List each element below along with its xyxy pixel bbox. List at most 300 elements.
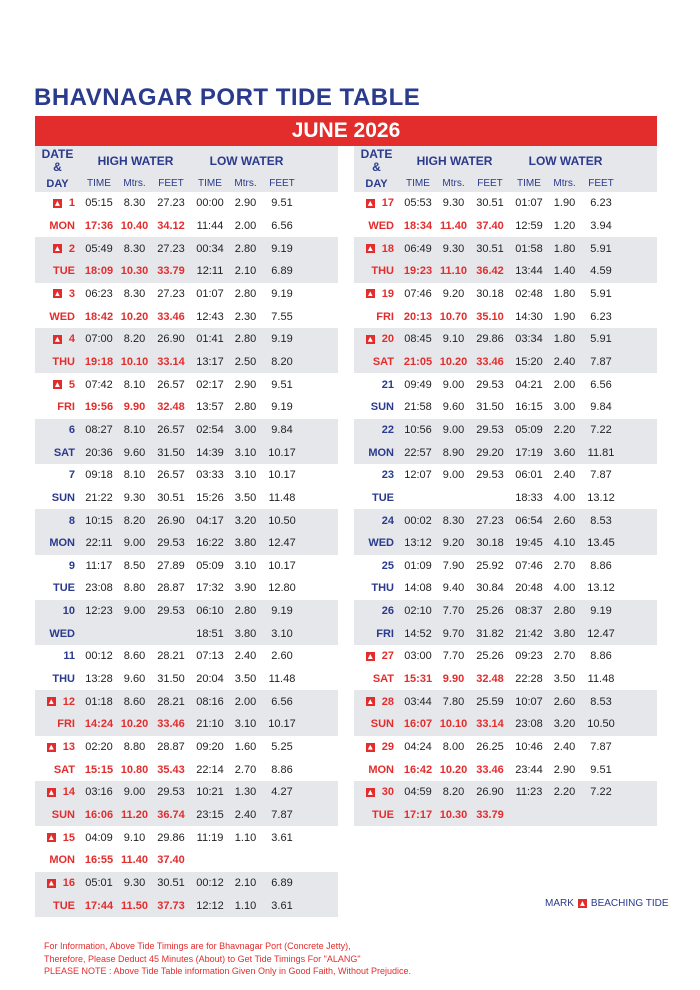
- lw2-value: 12:12: [196, 899, 224, 912]
- lw1-value: 2.60: [553, 514, 576, 527]
- table-row: [35, 215, 338, 238]
- hw1-value: 04:24: [404, 741, 432, 754]
- day-cell: TUE: [372, 491, 394, 504]
- hw2-value: 18:42: [84, 310, 114, 323]
- date-header-line: &: [372, 159, 381, 174]
- lw2-value: 2.40: [553, 355, 576, 368]
- lw2-value: 6.23: [590, 310, 612, 323]
- date-number: 3: [68, 287, 75, 300]
- beaching-mark-icon: [366, 335, 375, 344]
- hw1-value: 9.10: [442, 333, 465, 346]
- hw2-value: 9.20: [442, 537, 465, 550]
- page-title: BHAVNAGAR PORT TIDE TABLE: [34, 84, 421, 111]
- lw2-value: 10.17: [268, 446, 296, 459]
- date-cell: [35, 333, 80, 345]
- lw2-value: 9.84: [590, 401, 612, 414]
- lw2-value: 3.94: [590, 219, 612, 232]
- hw2-value: 14:08: [404, 582, 432, 595]
- lw2-value: 15:20: [515, 355, 543, 368]
- lw1-value: 9.51: [271, 378, 293, 391]
- hw2-value: 34.12: [157, 219, 185, 232]
- date-number: 26: [381, 605, 394, 618]
- hw1-value: 8.10: [123, 469, 146, 482]
- hw2-value: 10.20: [120, 718, 149, 731]
- hw2-value: 8.80: [123, 582, 146, 595]
- date-cell: [354, 786, 399, 798]
- hw2-value: 9.90: [442, 673, 465, 686]
- hw2-value: 9.70: [442, 627, 465, 640]
- table-row: [35, 464, 338, 487]
- lw1-value: 2.60: [553, 695, 576, 708]
- hw2-value: 37.73: [157, 899, 185, 912]
- table-row: [35, 894, 338, 917]
- beaching-mark-icon: [47, 879, 56, 888]
- table-row: [35, 622, 338, 645]
- table-row: [354, 690, 657, 713]
- hw1-value: 08:45: [404, 333, 432, 346]
- table-row: [35, 373, 338, 396]
- lw1-value: 06:54: [515, 514, 543, 527]
- hw2-value: 28.87: [157, 582, 185, 595]
- lw2-value: 13:44: [515, 265, 543, 278]
- hw2-value: 35.43: [157, 763, 185, 776]
- hw1-value: 8.60: [123, 650, 146, 663]
- date-cell: [354, 515, 399, 527]
- hw2-value: 33.46: [157, 310, 185, 323]
- hw1-value: 9.00: [123, 605, 146, 618]
- lw1-value: 04:21: [515, 378, 543, 391]
- day-cell: SAT: [53, 446, 75, 459]
- hw1-value: 7.70: [442, 650, 465, 663]
- lw1-value: 1.30: [234, 786, 257, 799]
- date-cell: [35, 605, 80, 617]
- lw1-value: 2.70: [553, 559, 576, 572]
- day-cell: SUN: [370, 401, 394, 414]
- lw2-value: 6.56: [271, 219, 293, 232]
- lw2-value: 7.87: [590, 355, 612, 368]
- lw1-value: 01:07: [515, 197, 543, 210]
- table-row: [354, 736, 657, 759]
- footer-notes: [44, 940, 411, 978]
- day-cell: MON: [49, 219, 75, 232]
- lw1-value: 5.91: [590, 333, 612, 346]
- hw1-value: 7.80: [442, 695, 465, 708]
- hw2-value: 11.10: [440, 265, 467, 278]
- hw1-value: 8.10: [123, 378, 146, 391]
- date-cell: [35, 288, 80, 300]
- date-number: 21: [381, 378, 394, 391]
- hw1-value: 00:02: [404, 514, 432, 527]
- hw2-value: 13:12: [404, 537, 432, 550]
- lw1-value: 1.10: [234, 831, 257, 844]
- lw1-value: 7.22: [590, 786, 612, 799]
- date-cell: [35, 741, 80, 753]
- date-number: 17: [381, 197, 394, 210]
- lw1-value: 2.80: [553, 605, 576, 618]
- hw2-value: 33.79: [157, 265, 185, 278]
- day-cell: MON: [368, 763, 394, 776]
- date-number: 2: [68, 242, 75, 255]
- hw1-value: 9.00: [123, 786, 146, 799]
- lw2-value: 3.50: [553, 673, 576, 686]
- date-cell: [35, 560, 80, 572]
- hw2-value: 9.00: [123, 537, 146, 550]
- lw2-value: 14:30: [515, 310, 543, 323]
- hw2-value: 9.90: [123, 401, 146, 414]
- lw1-value: 10.50: [268, 514, 296, 527]
- lw1-value: 9.19: [271, 605, 293, 618]
- lw2-value: 18:33: [515, 491, 543, 504]
- table-row: [354, 645, 657, 668]
- legend-mark-text: MARK: [545, 898, 574, 909]
- hw1-value: 05:49: [85, 242, 113, 255]
- lw2-value: 21:10: [196, 718, 224, 731]
- hw2-value: 14:24: [84, 718, 114, 731]
- hw1-value: 05:53: [404, 197, 432, 210]
- lw2-value: 20:48: [515, 582, 543, 595]
- lw1-value: 9.19: [590, 605, 612, 618]
- lw2-value: 16:22: [196, 537, 224, 550]
- lw1-value: 01:07: [196, 287, 224, 300]
- hw1-value: 03:44: [404, 695, 432, 708]
- lw1-value: 00:12: [196, 877, 224, 890]
- beaching-mark-icon: [53, 244, 62, 253]
- day-cell: TUE: [53, 582, 75, 595]
- table-row: [35, 736, 338, 759]
- column-header-feet: FEET: [588, 178, 614, 189]
- hw1-value: 04:09: [85, 831, 113, 844]
- hw1-value: 11:17: [85, 559, 113, 572]
- date-cell: [354, 333, 399, 345]
- hw2-value: 21:05: [403, 355, 433, 368]
- lw1-value: 2.80: [234, 242, 257, 255]
- day-cell: MON: [49, 854, 75, 867]
- hw1-value: 01:18: [85, 695, 113, 708]
- table-row: [35, 668, 338, 691]
- hw2-value: 31.50: [476, 401, 504, 414]
- date-cell: [35, 650, 80, 662]
- lw2-value: 13.12: [587, 582, 615, 595]
- hw1-value: 27.23: [157, 242, 185, 255]
- date-number: 30: [381, 786, 394, 799]
- date-header: [35, 148, 80, 174]
- date-cell: [35, 379, 80, 391]
- hw1-value: 7.70: [442, 605, 465, 618]
- hw1-value: 25.26: [476, 650, 504, 663]
- table-row: [354, 713, 657, 736]
- column-header-mtrs: Mtrs.: [234, 178, 257, 189]
- lw2-value: 21:42: [515, 627, 543, 640]
- tide-table-left: [35, 146, 338, 917]
- lw1-value: 00:34: [196, 242, 224, 255]
- hw2-value: 9.60: [442, 401, 465, 414]
- lw2-value: 3.50: [234, 491, 257, 504]
- lw1-value: 2.80: [234, 333, 257, 346]
- column-header-time: TIME: [517, 178, 541, 189]
- hw1-value: 9.30: [123, 877, 146, 890]
- lw2-value: 2.30: [234, 310, 257, 323]
- hw2-value: 36.74: [157, 809, 185, 822]
- date-cell: [354, 560, 399, 572]
- lw2-value: 13:17: [196, 355, 224, 368]
- date-cell: [354, 469, 399, 481]
- beaching-mark-icon: [366, 788, 375, 797]
- lw1-value: 07:13: [196, 650, 224, 663]
- hw2-value: 23:08: [85, 582, 113, 595]
- hw1-value: 27.23: [157, 197, 185, 210]
- table-row: [35, 849, 338, 872]
- lw1-value: 02:48: [515, 287, 543, 300]
- hw2-value: 10.40: [120, 219, 149, 232]
- date-cell: [35, 243, 80, 255]
- lw1-value: 1.90: [553, 197, 576, 210]
- table-row: [354, 758, 657, 781]
- date-cell: [35, 424, 80, 436]
- lw2-value: 1.20: [553, 219, 576, 232]
- hw2-value: 33.14: [157, 355, 185, 368]
- table-row: [35, 758, 338, 781]
- low-water-header: LOW WATER: [528, 153, 603, 168]
- day-cell: WED: [49, 310, 75, 323]
- hw1-value: 26.90: [157, 514, 185, 527]
- hw1-value: 9.30: [442, 197, 465, 210]
- lw2-value: 11.48: [268, 673, 296, 686]
- hw2-value: 20:13: [403, 310, 433, 323]
- table-row: [35, 305, 338, 328]
- header-row-groups: [354, 146, 657, 175]
- hw2-value: 10.20: [439, 763, 468, 776]
- table-row: [35, 419, 338, 442]
- table-row: [35, 713, 338, 736]
- table-row: [354, 622, 657, 645]
- day-cell: SAT: [372, 673, 394, 686]
- table-row: [35, 328, 338, 351]
- hw2-value: 20:36: [85, 446, 113, 459]
- table-row: [35, 600, 338, 623]
- hw2-value: 33.14: [476, 718, 504, 731]
- lw2-value: 11.81: [587, 446, 615, 459]
- hw1-value: 9.00: [442, 469, 465, 482]
- table-row: [35, 351, 338, 374]
- table-row: [354, 804, 657, 827]
- lw2-value: 4.00: [553, 582, 576, 595]
- lw2-value: 2.90: [553, 763, 576, 776]
- footer-line: PLEASE NOTE : Above Tide Table information Given Only in Good Faith, Without Prejudice.: [44, 966, 412, 976]
- date-number: 27: [381, 650, 394, 663]
- column-header-mtrs: Mtrs.: [442, 178, 465, 189]
- hw1-value: 27.89: [157, 559, 185, 572]
- table-row: [35, 487, 338, 510]
- date-cell: [354, 197, 399, 209]
- hw1-value: 08:27: [85, 423, 113, 436]
- hw2-value: 15:31: [403, 673, 433, 686]
- hw1-value: 27.23: [157, 287, 185, 300]
- hw1-value: 8.20: [123, 333, 146, 346]
- hw1-value: 8.50: [123, 559, 146, 572]
- hw1-value: 12:07: [404, 469, 432, 482]
- hw1-value: 26.57: [157, 378, 185, 391]
- hw2-value: 30.84: [476, 582, 504, 595]
- lw2-value: 9.51: [590, 763, 612, 776]
- lw2-value: 13.12: [587, 491, 615, 504]
- column-header-feet: FEET: [158, 178, 184, 189]
- date-cell: [354, 605, 399, 617]
- column-header-feet: FEET: [269, 178, 295, 189]
- lw2-value: 3.60: [553, 446, 576, 459]
- date-number: 8: [68, 514, 75, 527]
- hw1-value: 07:00: [85, 333, 113, 346]
- hw2-value: 17:36: [84, 219, 114, 232]
- table-row: [354, 305, 657, 328]
- hw2-value: 11.20: [121, 809, 148, 822]
- hw2-value: 15:15: [84, 763, 114, 776]
- date-number: 25: [381, 559, 394, 572]
- hw2-value: 16:06: [84, 809, 114, 822]
- date-cell: [354, 424, 399, 436]
- hw1-value: 25.92: [476, 559, 504, 572]
- lw1-value: 2.10: [234, 877, 257, 890]
- lw2-value: 3.10: [234, 446, 257, 459]
- lw2-value: 8.86: [271, 763, 293, 776]
- beaching-mark-icon: [53, 335, 62, 344]
- table-row: [354, 237, 657, 260]
- day-cell: WED: [49, 627, 75, 640]
- lw2-value: 9.19: [271, 401, 293, 414]
- date-number: 6: [68, 423, 75, 436]
- date-cell: [354, 650, 399, 662]
- hw2-value: 11.50: [121, 899, 148, 912]
- lw1-value: 8.86: [590, 650, 612, 663]
- date-number: 22: [381, 423, 394, 436]
- date-header-line: &: [53, 159, 62, 174]
- lw2-value: 12:59: [515, 219, 543, 232]
- day-cell: TUE: [53, 265, 75, 278]
- day-cell: TUE: [53, 899, 75, 912]
- date-number: 9: [68, 559, 75, 572]
- hw1-value: 27.23: [476, 514, 504, 527]
- hw1-value: 06:23: [85, 287, 113, 300]
- header-row-columns: [354, 175, 657, 192]
- lw1-value: 03:34: [515, 333, 543, 346]
- table-row: [354, 351, 657, 374]
- lw1-value: 11:23: [515, 786, 543, 799]
- lw1-value: 6.56: [590, 378, 612, 391]
- lw2-value: 7.55: [271, 310, 293, 323]
- hw2-value: 10.20: [120, 310, 149, 323]
- hw1-value: 29.53: [476, 378, 504, 391]
- hw1-value: 05:15: [85, 197, 113, 210]
- lw1-value: 10:07: [515, 695, 543, 708]
- lw2-value: 22:28: [515, 673, 543, 686]
- hw1-value: 05:01: [85, 877, 113, 890]
- hw1-value: 09:49: [404, 378, 432, 391]
- lw2-value: 16:15: [515, 401, 543, 414]
- date-cell: [35, 832, 80, 844]
- lw1-value: 3.10: [234, 559, 257, 572]
- beaching-mark-icon: [47, 697, 56, 706]
- lw1-value: 3.20: [234, 514, 257, 527]
- hw2-value: 19:23: [403, 265, 433, 278]
- lw1-value: 06:01: [515, 469, 543, 482]
- lw1-value: 01:41: [196, 333, 224, 346]
- date-header: [354, 148, 399, 174]
- table-row: [35, 396, 338, 419]
- table-row: [354, 260, 657, 283]
- lw1-value: 1.60: [234, 741, 257, 754]
- lw1-value: 1.80: [553, 333, 576, 346]
- hw1-value: 26.57: [157, 423, 185, 436]
- lw1-value: 08:37: [515, 605, 543, 618]
- hw2-value: 10.80: [120, 763, 149, 776]
- hw2-value: 17:17: [403, 809, 433, 822]
- table-row: [354, 532, 657, 555]
- date-number: 1: [68, 197, 75, 210]
- lw2-value: 23:44: [515, 763, 543, 776]
- date-number: 15: [62, 831, 75, 844]
- table-row: [354, 283, 657, 306]
- hw2-value: 16:55: [84, 854, 114, 867]
- table-row: [35, 781, 338, 804]
- date-number: 7: [68, 469, 75, 482]
- hw2-value: 29.20: [476, 446, 504, 459]
- lw2-value: 1.10: [234, 899, 257, 912]
- date-number: 13: [62, 741, 75, 754]
- day-cell: THU: [371, 582, 394, 595]
- lw1-value: 10:46: [515, 741, 543, 754]
- table-row: [354, 373, 657, 396]
- hw1-value: 8.60: [123, 695, 146, 708]
- lw1-value: 03:33: [196, 469, 224, 482]
- hw1-value: 03:00: [404, 650, 432, 663]
- date-number: 19: [381, 287, 394, 300]
- table-row: [35, 690, 338, 713]
- date-number: 10: [62, 605, 75, 618]
- hw2-value: 32.48: [476, 673, 504, 686]
- hw1-value: 29.86: [476, 333, 504, 346]
- lw2-value: 15:26: [196, 491, 224, 504]
- day-cell: SUN: [51, 809, 75, 822]
- hw2-value: 9.60: [123, 446, 146, 459]
- beaching-mark-icon: [47, 743, 56, 752]
- lw1-value: 01:58: [515, 242, 543, 255]
- date-cell: [354, 288, 399, 300]
- lw2-value: 4.10: [553, 537, 576, 550]
- beaching-mark-icon: [47, 833, 56, 842]
- hw2-value: 37.40: [476, 219, 504, 232]
- hw2-value: 36.42: [476, 265, 504, 278]
- lw1-value: 3.00: [234, 423, 257, 436]
- tide-table-right: [354, 146, 657, 826]
- hw2-value: 22:11: [85, 537, 113, 550]
- lw2-value: 11.48: [268, 491, 296, 504]
- lw1-value: 05:09: [515, 423, 543, 436]
- lw1-value: 8.53: [590, 514, 612, 527]
- date-cell: [35, 786, 80, 798]
- date-cell: [35, 197, 80, 209]
- lw1-value: 3.61: [271, 831, 293, 844]
- lw2-value: 18:51: [196, 627, 224, 640]
- month-banner: JUNE 2026: [35, 116, 657, 146]
- lw1-value: 5.91: [590, 287, 612, 300]
- hw1-value: 06:49: [404, 242, 432, 255]
- hw1-value: 29.86: [157, 831, 185, 844]
- lw2-value: 22:14: [196, 763, 224, 776]
- lw2-value: 17:19: [515, 446, 543, 459]
- lw2-value: 11:44: [196, 219, 224, 232]
- hw1-value: 26.57: [157, 469, 185, 482]
- beaching-mark-icon: [53, 199, 62, 208]
- table-row: [354, 668, 657, 691]
